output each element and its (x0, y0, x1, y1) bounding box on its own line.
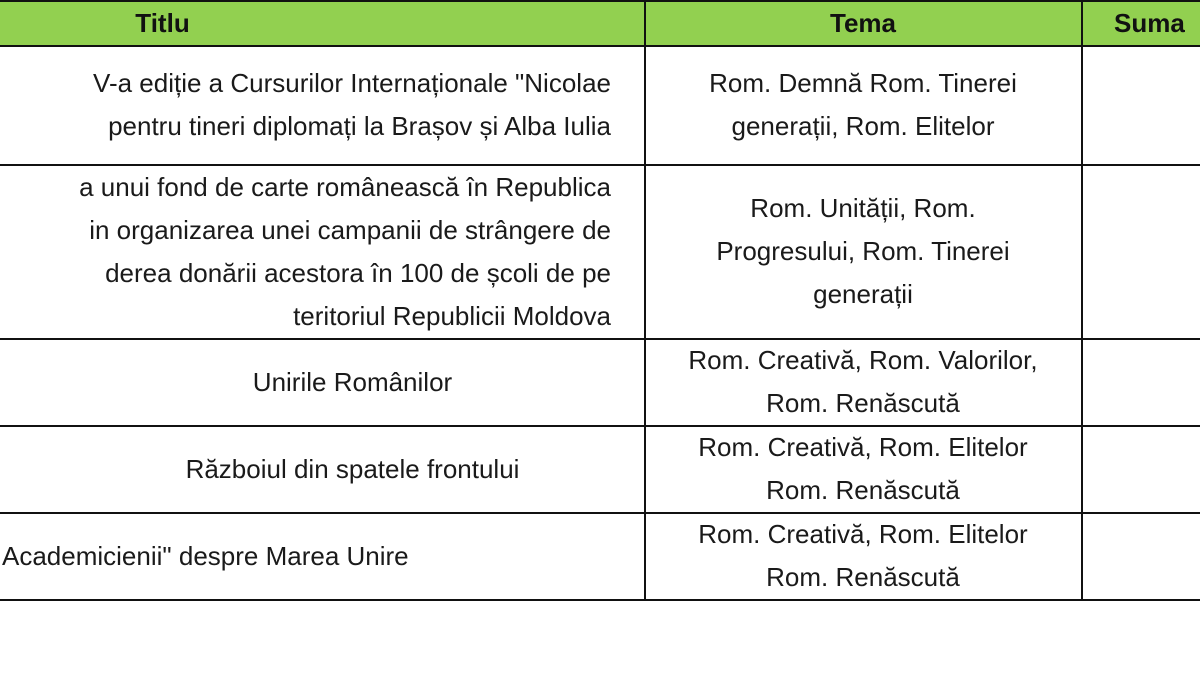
grid-line (644, 0, 646, 601)
row-titlu (0, 513, 645, 599)
row-suma (1082, 513, 1200, 599)
table-row (0, 426, 1200, 512)
row-tema-text: Rom. Demnă Rom. Tinerei generații, Rom. Elitelor (709, 68, 1017, 141)
row-titlu (0, 426, 645, 512)
grid-line (0, 164, 1200, 166)
row-suma (1082, 165, 1200, 338)
row-titlu-text: a unui fond de carte românească în Republica in organizarea unei campanii de strângere de derea donării acestora în 100 de școli de pe teritoriul Republicii Moldova (79, 171, 611, 331)
row-titlu (0, 339, 645, 425)
table-row (0, 165, 1200, 338)
header-titlu: Titlu (135, 7, 190, 38)
grid-line (1081, 0, 1083, 601)
row-suma (1082, 46, 1200, 164)
row-tema (645, 46, 1081, 164)
header-tema: Tema (830, 7, 896, 38)
grid-line (0, 45, 1200, 47)
grid-line (0, 338, 1200, 340)
grid-line (0, 425, 1200, 427)
row-tema-text: Rom. Creativă, Rom. Valorilor, Rom. Renăscută (688, 345, 1038, 418)
row-titlu-text: Războiul din spatele frontului (185, 453, 520, 484)
table-row (0, 513, 1200, 599)
row-tema-text: Rom. Creativă, Rom. Elitelor Rom. Renăscută (698, 432, 1028, 505)
row-tema (645, 426, 1081, 512)
row-titlu-text: Academicienii" despre Marea Unire (2, 540, 409, 571)
header-suma: Suma (1114, 7, 1185, 38)
table-header (0, 0, 1200, 46)
grid-line (0, 599, 1200, 601)
row-titlu (0, 46, 645, 164)
row-titlu (0, 165, 645, 338)
row-tema-text: Rom. Unității, Rom. Progresului, Rom. Tinerei generații (716, 193, 1010, 309)
row-suma (1082, 426, 1200, 512)
grid-line (0, 512, 1200, 514)
row-suma (1082, 339, 1200, 425)
row-tema-text: Rom. Creativă, Rom. Elitelor Rom. Renăscută (698, 519, 1028, 592)
row-tema (645, 513, 1081, 599)
grid-line (0, 0, 1200, 2)
table-row (0, 339, 1200, 425)
row-titlu-text: Unirile Românilor (252, 366, 453, 397)
table-row (0, 46, 1200, 164)
row-tema (645, 165, 1081, 338)
row-tema (645, 339, 1081, 425)
row-titlu-text: V-a ediție a Cursurilor Internaționale "Nicolae pentru tineri diplomați la Brașov și Alba Iulia (93, 68, 611, 141)
